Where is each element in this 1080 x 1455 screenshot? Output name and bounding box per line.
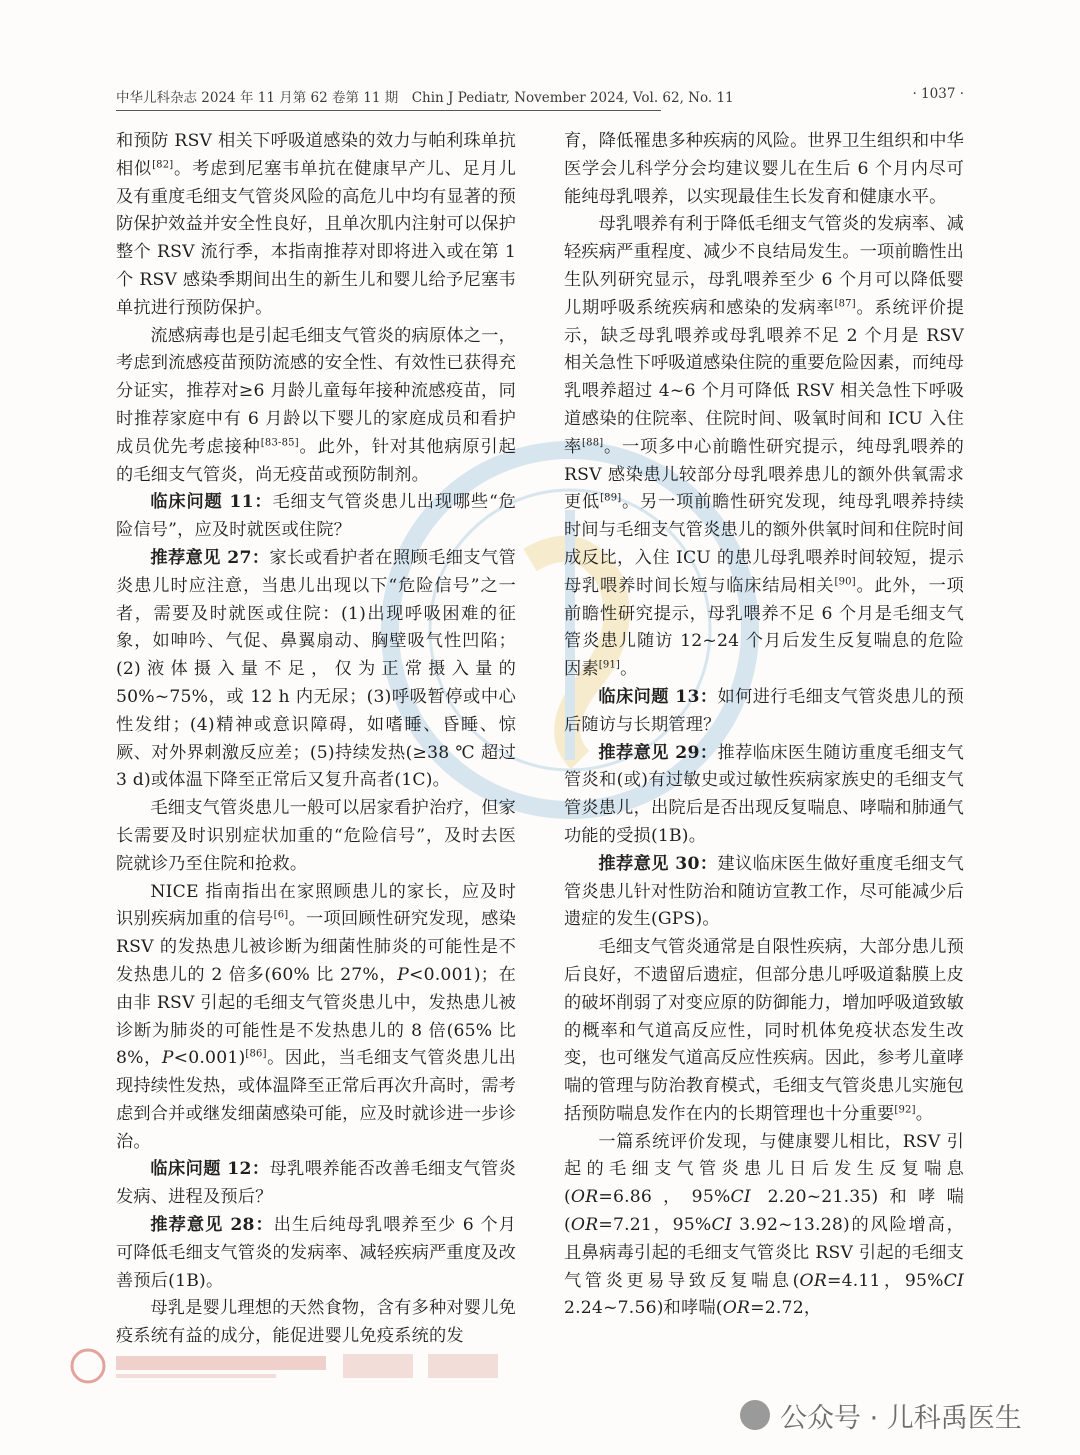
paragraph: 流感病毒也是引起毛细支气管炎的病原体之一，考虑到流感疫苗预防流感的安全性、有效性已获得充分证实，推荐对≥6 月龄儿童每年接种流感疫苗，同时推荐家庭中有 6 月龄以下婴儿的家庭成员和看护成员优先考虑接种[83-85]。此外，针对其他病原引起的毛细支气管炎，尚无疫苗或预防制剂。 [116, 325, 517, 485]
recommendation-28: 推荐意见 28：出生后纯母乳喂养至少 6 个月可降低毛细支气管炎的发病率、减轻疾病严重度及改善预后(1B)。 [116, 1215, 516, 1291]
recommendation-27: 推荐意见 27：家长或看护者在照顾毛细支气管炎患儿时应注意，当患儿出现以下“危险信号”之一者，需要及时就医或住院：(1)出现呼吸困难的征象，如呻吟、气促、鼻翼扇动、胸壁吸气性凹陷；(2)液体摄入量不足，仅为正常摄入量的 50%~75%，或 12 h 内无尿；(3)呼吸暂停或中心性发绀；(4)精神或意识障碍，如嗜睡、昏睡、惊厥、对外界刺激反应差；(5)持续发热(≥38 ℃ 超过 3 d)或体温下降至正常后又复升高者(1C)。 [116, 547, 516, 791]
wechat-account-name: 公众号 · 儿科禹医生 [780, 1402, 1022, 1434]
paragraph: 母乳喂养有利于降低毛细支气管炎的发病率、减轻疾病严重程度、减少不良结局发生。一项前瞻性出生队列研究显示，母乳喂养至少 6 个月可以降低婴儿期呼吸系统疾病和感染的发病率[87]。系统评价提示，缺乏母乳喂养或母乳喂养不足 2 个月是 RSV 相关急性下呼吸道感染住院的重要危险因素，而纯母乳喂养超过 4~6 个月可降低 RSV 相关急性下呼吸道感染的住院率、住院时间、吸氧时间和 ICU 入住率[88]。一项多中心前瞻性研究提示，纯母乳喂养的 RSV 感染患儿较部分母乳喂养患儿的额外供氧需求更低[89]。另一项前瞻性研究发现，纯母乳喂养持续时间与毛细支气管炎患儿的额外供氧时间和住院时间成反比，入住 ICU 的患儿母乳喂养时间较短，提示母乳喂养时间长短与临床结局相关[90]。此外，一项前瞻性研究提示，母乳喂养不足 6 个月是毛细支气管炎患儿随访 12~24 个月后发生反复喘息的危险因素[91]。 [564, 214, 964, 680]
publisher-logo-icon [68, 1346, 508, 1386]
page-number: · 1037 · [912, 86, 964, 102]
recommendation-29: 推荐意见 29：推荐临床医生随访重度毛细支气管炎和(或)有过敏史或过敏性疾病家族史的毛细支气管炎患儿，出院后是否出现反复喘息、哮喘和肺通气功能的受损(1B)。 [564, 742, 964, 846]
recommendation-30: 推荐意见 30：建议临床医生做好重度毛细支气管炎患儿针对性防治和随访宣教工作，尽可能减少后遗症的发生(GPS)。 [564, 853, 964, 930]
right-column [564, 128, 964, 1323]
paragraph: 母乳是婴儿理想的天然食物，含有多种对婴儿免疫系统有益的成分，能促进婴儿免疫系统的发 [116, 1298, 516, 1347]
paragraph: 育，降低罹患多种疾病的风险。世界卫生组织和中华医学会儿科学分会均建议婴儿在生后 6 个月内尽可能纯母乳喂养，以实现最佳生长发育和健康水平。 [564, 131, 964, 207]
clinical-question-12: 临床问题 12：母乳喂养能否改善毛细支气管炎发病、进程及预后？ [116, 1159, 516, 1208]
clinical-question-13: 临床问题 13：如何进行毛细支气管炎患儿的预后随访与长期管理？ [564, 686, 964, 735]
wechat-icon [740, 1400, 770, 1430]
running-header [116, 86, 964, 108]
paragraph: 和预防 RSV 相关下呼吸道感染的效力与帕利珠单抗相似[82]。考虑到尼塞韦单抗在健康早产儿、足月儿及有重度毛细支气管炎风险的高危儿中均有显著的预防保护效益并安全性良好，且单次肌内注射可以保护整个 RSV 流行季，本指南推荐对即将进入或在第 1 个 RSV 感染季期间出生的新生儿和婴儿给予尼塞韦单抗进行预防保护。 [116, 131, 516, 318]
journal-citation: 中华儿科杂志 2024 年 11 月第 62 卷第 11 期 Chin J Pediatr, November 2024, Vol. 62, No. 11 [116, 90, 734, 106]
paragraph: 毛细支气管炎通常是自限性疾病，大部分患儿预后良好，不遗留后遗症，但部分患儿呼吸道黏膜上皮的破坏削弱了对变应原的防御能力，增加呼吸道致敏的概率和气道高反应性，同时机体免疫状态发生改变，也可继发气道高反应性疾病。因此，参考儿童哮喘的管理与防治教育模式，毛细支气管炎患儿实施包括预防喘息发作在内的长期管理也十分重要[92]。 [564, 937, 964, 1124]
header-rule [116, 110, 661, 111]
clinical-question-11: 临床问题 11：毛细支气管炎患儿出现哪些“危险信号”，应及时就医或住院？ [116, 492, 516, 541]
left-column [116, 128, 516, 1351]
paragraph: 毛细支气管炎患儿一般可以居家看护治疗，但家长需要及时识别症状加重的“危险信号”，及时去医院就诊乃至住院和抢救。 [116, 798, 516, 874]
paragraph: NICE 指南指出在家照顾患儿的家长，应及时识别疾病加重的信号[6]。一项回顾性研究发现，感染 RSV 的发热患儿被诊断为细菌性肺炎的可能性是不发热患儿的 2 倍多(60% 比 27%，P<0.001)；在由非 RSV 引起的毛细支气管炎患儿中，发热患儿被诊断为肺炎的可能性是不发热患儿的 8 倍(65% 比 8%，P<0.001)[86]。因此，当毛细支气管炎患儿出现持续性发热，或体温降至正常后再次升高时，需考虑到合并或继发细菌感染可能，应及时就诊进一步诊治。 [116, 881, 516, 1152]
paragraph: 一篇系统评价发现，与健康婴儿相比，RSV 引起的毛细支气管炎患儿日后发生反复喘息(OR=6.86，95%CI 2.20~21.35)和哮喘(OR=7.21，95%CI 3.92~13.28)的风险增高，且鼻病毒引起的毛细支气管炎比 RSV 引起的毛细支气管炎更易导致反复喘息(OR=4.11，95%CI 2.24~7.56)和哮喘(OR=2.72， [564, 1131, 964, 1319]
wechat-account-badge [740, 1392, 1022, 1438]
